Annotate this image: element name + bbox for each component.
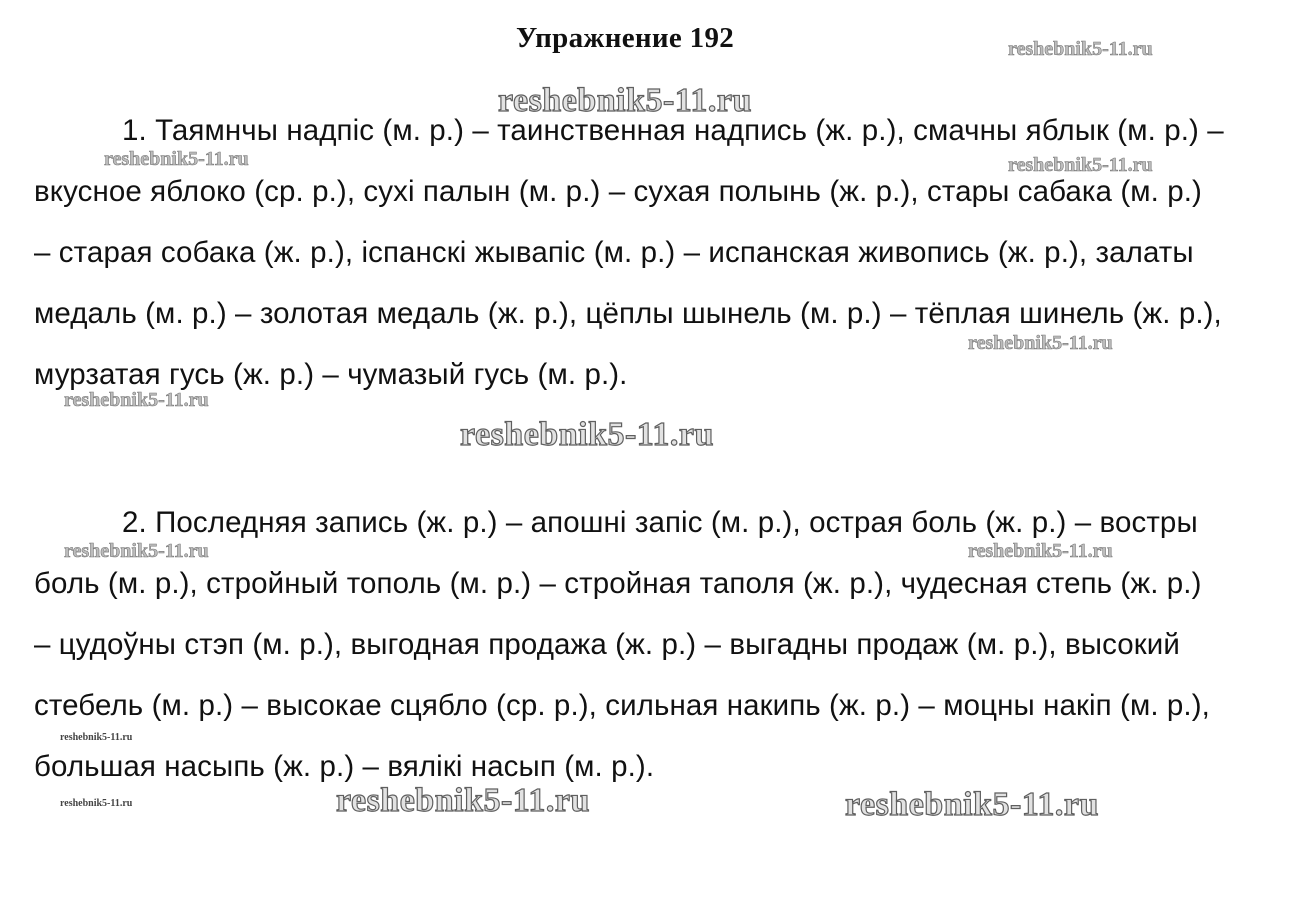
watermark: reshebnik5-11.ru bbox=[460, 416, 714, 453]
watermark: reshebnik5-11.ru bbox=[60, 798, 133, 809]
watermark: reshebnik5-11.ru bbox=[968, 540, 1113, 562]
watermark: reshebnik5-11.ru bbox=[1008, 154, 1153, 176]
paragraph-2: 2. Последняя запись (ж. р.) – апошні запіс (м. р.), острая боль (ж. р.) – востры боль (м. р.), стройный тополь (м. р.) – стройная таполя (ж. р.), чудесная степь (ж. р.) – цудоўны стэп (м. р.), выгодная продажа (ж. р.) – выгадны продаж (м. р.), высокий стебель (м. р.) – высокае сцябло (ср. р.), сильная накипь (ж. р.) – моцны накіп (м. р.), большая насыпь (ж. р.) – вялікі насып (м. р.). bbox=[34, 506, 1210, 783]
watermark: reshebnik5-11.ru bbox=[845, 786, 1099, 823]
paragraph-1: 1. Таямнчы надпіс (м. р.) – таинственная надпись (ж. р.), смачны яблык (м. р.) – вкусное яблоко (ср. р.), сухі палын (м. р.) – сухая полынь (ж. р.), стары сабака (м. р.) – старая собака (ж. р.), іспанскі жывапіс (м. р.) – испанская живопись (ж. р.), залаты медаль (м. р.) – золотая медаль (ж. р.), цёплы шынель (м. р.) – тёплая шинель (ж. р.), мурзатая гусь (ж. р.) – чумазый гусь (м. р.). bbox=[34, 114, 1224, 391]
watermark: reshebnik5-11.ru bbox=[968, 332, 1113, 354]
watermark: reshebnik5-11.ru bbox=[498, 82, 752, 119]
watermark: reshebnik5-11.ru bbox=[60, 732, 133, 743]
exercise-title: Упражнение 192 bbox=[515, 22, 735, 54]
watermark: reshebnik5-11.ru bbox=[1008, 38, 1153, 60]
watermark: reshebnik5-11.ru bbox=[64, 389, 209, 411]
watermark: reshebnik5-11.ru bbox=[64, 540, 209, 562]
watermark: reshebnik5-11.ru bbox=[104, 148, 249, 170]
watermark: reshebnik5-11.ru bbox=[336, 782, 590, 819]
